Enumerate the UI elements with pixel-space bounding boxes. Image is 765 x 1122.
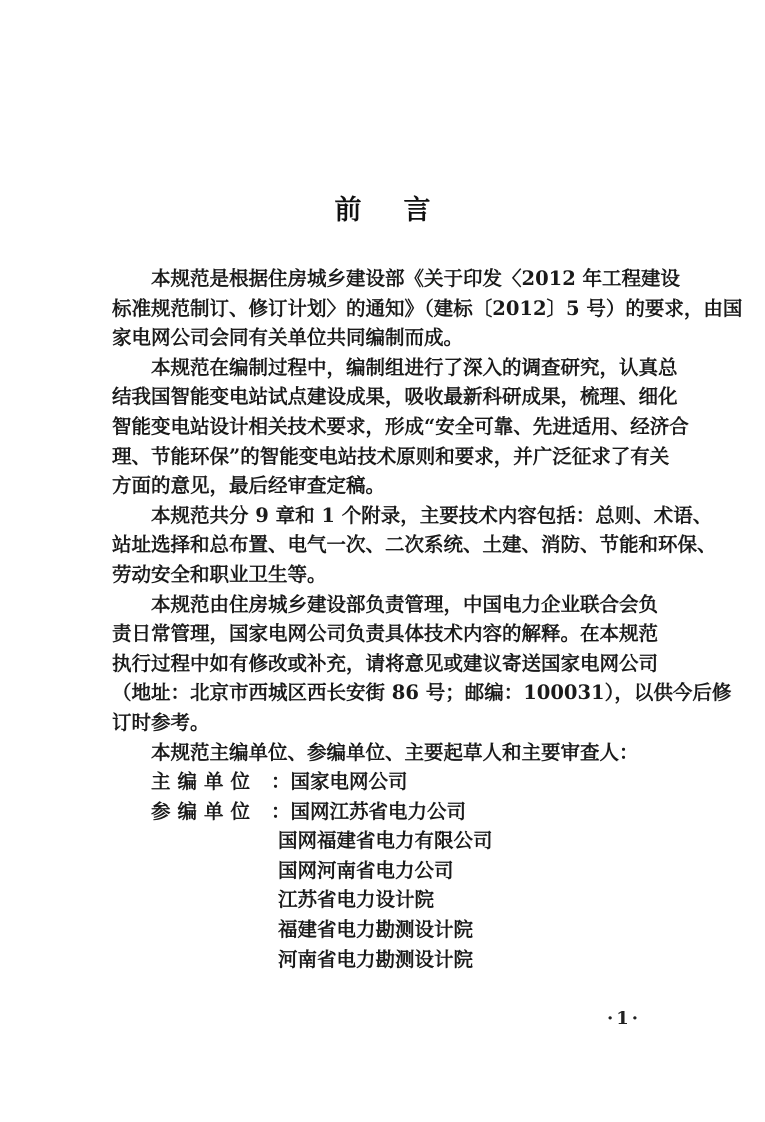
participating-unit: 国网福建省电力有限公司 — [278, 829, 493, 853]
paragraph-line: 本规范是根据住房城乡建设部《关于印发〈2012 年工程建设 — [151, 267, 681, 290]
page-title: 前言 — [334, 195, 473, 226]
participating-unit: 国网河南省电力公司 — [278, 858, 454, 882]
paragraph-basis — [112, 264, 743, 353]
paragraph-line: 劳动安全和职业卫生等。 — [112, 562, 327, 586]
participating-unit: 福建省电力勘测设计院 — [278, 918, 474, 942]
paragraph-process — [112, 353, 689, 501]
preface-body — [112, 264, 743, 974]
chief-editor-label: 主编单位 — [151, 770, 258, 794]
participating-unit: 国网江苏省电力公司 — [290, 799, 467, 823]
paragraph-contents — [112, 501, 717, 590]
paragraph-line: 智能变电站设计相关技术要求，形成“安全可靠、先进适用、经济合 — [112, 414, 689, 438]
paragraph-line: 方面的意见，最后经审查定稿。 — [112, 474, 386, 498]
participating-unit: 江苏省电力设计院 — [278, 888, 435, 912]
paragraph-line: 结我国智能变电站试点建设成果，吸收最新科研成果，梳理、细化 — [112, 385, 678, 409]
paragraph-line: 站址选择和总布置、电气一次、二次系统、土建、消防、节能和环保、 — [112, 533, 717, 557]
page-number: ·1· — [607, 1008, 642, 1029]
paragraph-management — [112, 590, 732, 738]
participating-units-label: 参编单位 — [151, 799, 258, 823]
paragraph-line: 家电网公司会同有关单位共同编制而成。 — [112, 326, 464, 350]
paragraph-line: 责日常管理，国家电网公司负责具体技术内容的解释。在本规范 — [112, 622, 659, 646]
participating-unit: 河南省电力勘测设计院 — [278, 947, 474, 971]
paragraph-line: 本规范由住房城乡建设部负责管理，中国电力企业联合会负 — [151, 592, 659, 616]
units-intro: 本规范主编单位、参编单位、主要起草人和主要审查人： — [151, 740, 639, 764]
paragraph-line: 执行过程中如有修改或补充，请将意见或建议寄送国家电网公司 — [112, 651, 659, 675]
paragraph-line: 标准规范制订、修订计划〉的通知》（建标〔2012〕5 号）的要求，由国 — [112, 296, 743, 320]
paragraph-line: 本规范共分 9 章和 1 个附录，主要技术内容包括：总则、术语、 — [151, 503, 713, 527]
participating-units-row — [112, 797, 672, 827]
chief-editor-value: 国家电网公司 — [290, 770, 408, 794]
paragraph-line: 订时参考。 — [112, 710, 210, 734]
paragraph-line: 理、节能环保”的智能变电站技术原则和要求，并广泛征求了有关 — [112, 444, 670, 468]
chief-editor-row — [112, 767, 672, 797]
label-separator: ： — [271, 770, 291, 794]
label-separator: ： — [271, 799, 291, 823]
paragraph-line: 本规范在编制过程中，编制组进行了深入的调查研究，认真总 — [151, 355, 678, 379]
paragraph-line: （地址：北京市西城区西长安街 86 号；邮编：100031），以供今后修 — [112, 681, 732, 705]
